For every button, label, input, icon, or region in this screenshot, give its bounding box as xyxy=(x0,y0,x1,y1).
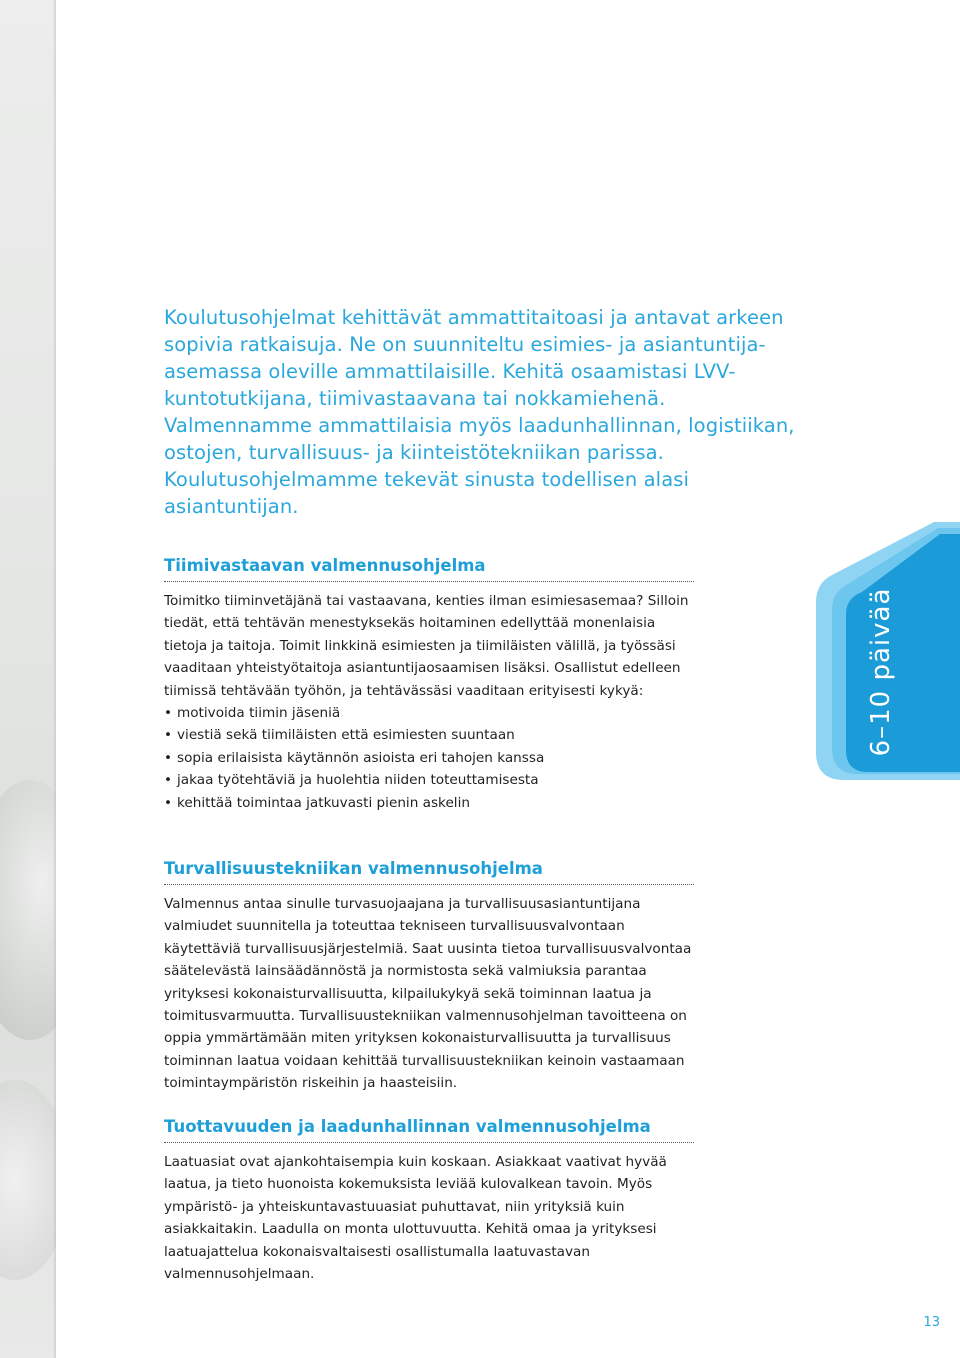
photo-fabric-fold xyxy=(0,780,56,1040)
list-item: • sopia erilaisista käytännön asioista eri tahojen kanssa xyxy=(164,747,694,769)
section-heading: Tiimivastaavan valmennusohjelma xyxy=(164,555,694,582)
list-item: • motivoida tiimin jäseniä xyxy=(164,702,694,724)
page-number: 13 xyxy=(923,1315,940,1330)
section-text: Toimitko tiiminvetäjänä tai vastaavana, kenties ilman esimiesasemaa? Silloin tiedät, että tehtävän menestyksekäs hoitaminen edellyttää monenlaisia tietoja ja taitoja. Toimit linkkinä esimiesten ja tiimiläisten välillä, ja työssäsi vaaditaan yhteistyötaitoja asiantuntijaosaamisen lisäksi. Osallistut edelleen tiimissä tehtävään työhön, ja tehtävässäsi vaaditaan erityisesti kykyä: xyxy=(164,593,689,699)
section-body: Laatuasiat ovat ajankohtaisempia kuin koskaan. Asiakkaat vaativat hyvää laatua, ja tieto huonoista kokemuksista leviää kulovalkean tavoin. Myös ympäristö- ja yhteiskuntavastuuasiat puhuttavat, niin yrityksiä kuin asiakkaitakin. Laadulla on monta ulottuvuutta. Kehitä omaa ja yrityksesi laatuajattelua kokonaisvaltaisesti osallistumalla laatuvastavan valmennusohjelmaan. xyxy=(164,1154,667,1283)
section-body xyxy=(164,590,694,814)
list-item: • viestiä sekä tiimiläisten että esimiesten suuntaan xyxy=(164,724,694,746)
photo-fabric-fold xyxy=(0,1080,56,1280)
intro-paragraph: Koulutusohjelmat kehittävät ammattitaitoasi ja antavat arkeen sopivia ratkaisuja. Ne on suunniteltu esimies- ja asiantuntija-asemassa oleville ammattilaisille. Kehitä osaamistasi LVV-kuntotutkijana, tiimivastaavana tai nokkamiehenä. Valmennamme ammattilaisia myös laadunhallinnan, logistiikan, ostojen, turvallisuus- ja kiinteistötekniikan parissa. Koulutusohjelmamme tekevät sinusta todellisen alasi asiantuntijan. xyxy=(164,306,795,518)
section-turvallisuustekniikka xyxy=(164,858,694,1095)
badge-label: 6–10 päivää xyxy=(866,587,896,757)
background-photo xyxy=(0,0,56,1358)
section-heading: Tuottavuuden ja laadunhallinnan valmennusohjelma xyxy=(164,1116,694,1143)
list-item: • kehittää toimintaa jatkuvasti pienin askelin xyxy=(164,792,694,814)
section-body: Valmennus antaa sinulle turvasuojaajana ja turvallisuusasiantuntijana valmiudet suunnitella ja toteuttaa tekniseen turvallisuusvalvontaan käytettäviä turvallisuusjärjestelmiä. Saat uusinta tietoa turvallisuusvalvontaa säätelevästä lainsäädännöstä ja normistosta sekä valmiuksia parantaa yrityksesi kokonaisturvallisuutta, kilpailukykyä sekä toiminnan laatua ja toimitusvarmuutta. Turvallisuustekniikan valmennusohjelman tavoitteena on oppia ymmärtämään miten yrityksen kokonaisturvallisuutta ja turvallisuus toiminnan laatua voidaan kehittää turvallisuustekniikan keinoin vastaamaan toimintaympäristön riskeihin ja haasteisiin. xyxy=(164,896,692,1092)
list-item: • jakaa työtehtäviä ja huolehtia niiden toteuttamisesta xyxy=(164,769,694,791)
photo-edge xyxy=(53,0,56,1358)
section-laadunhallinta xyxy=(164,1116,694,1285)
section-tiimivastaava xyxy=(164,555,694,814)
section-heading: Turvallisuustekniikan valmennusohjelma xyxy=(164,858,694,885)
skill-list xyxy=(164,702,694,814)
